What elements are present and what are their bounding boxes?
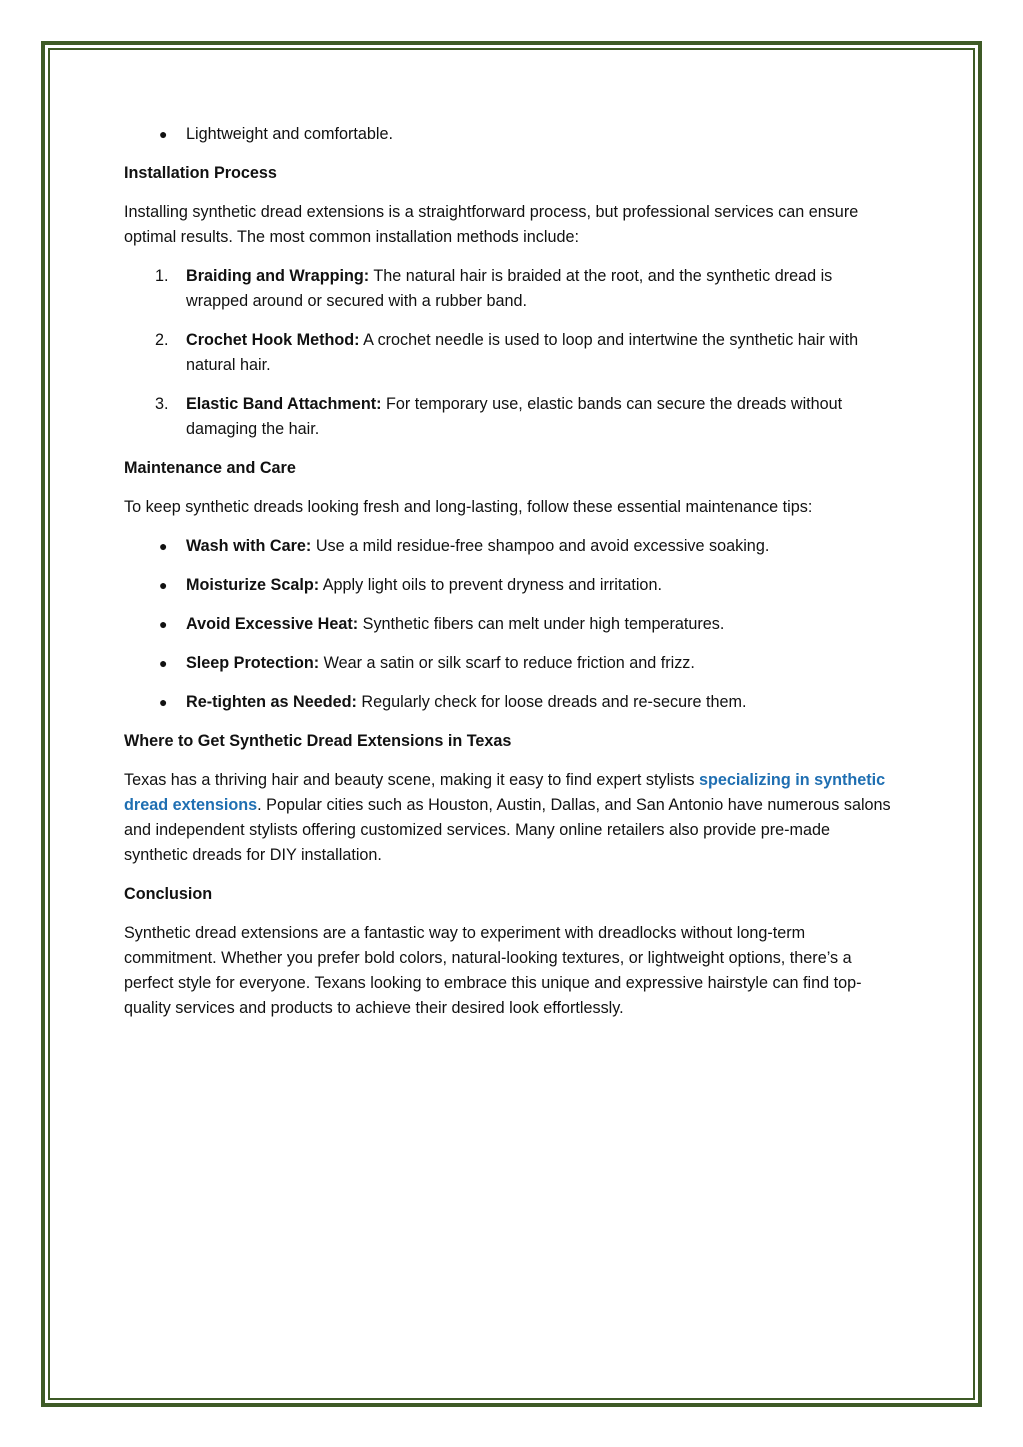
bullet-icon: ●: [159, 126, 168, 142]
where-text-after: . Popular cities such as Houston, Austin, Dallas, and San Antonio have numerous salons and independent stylists offering customized services. Many online retailers also provide pre-made synthetic dreads for DIY installation.: [124, 796, 891, 864]
conclusion-heading: Conclusion: [124, 885, 213, 903]
step-lead: Braiding and Wrapping:: [186, 267, 370, 285]
tip-text: Regularly check for loose dreads and re-secure them.: [356, 693, 747, 711]
conclusion-paragraph: Synthetic dread extensions are a fantastic way to experiment with dreadlocks without long-term commitment. Whether you prefer bold colors, natural-looking textures, or lightweight options, there’s a perfect style for everyone. Texans looking to embrace this unique and expressive hairstyle can find top-quality services and products to achieve their desired look effortlessly.: [124, 924, 862, 1017]
list-item: [124, 651, 894, 676]
where-heading: Where to Get Synthetic Dread Extensions in Texas: [124, 732, 512, 750]
installation-steps: [124, 264, 894, 442]
bullet-icon: ●: [159, 577, 168, 593]
installation-heading: Installation Process: [124, 164, 277, 182]
list-item: [124, 392, 894, 442]
step-lead: Crochet Hook Method:: [186, 331, 360, 349]
where-paragraph: [124, 768, 894, 868]
tip-text: Wear a satin or silk scarf to reduce friction and frizz.: [319, 654, 695, 672]
bullet-icon: ●: [159, 616, 168, 632]
tip-lead: Sleep Protection:: [186, 654, 320, 672]
tip-lead: Wash with Care:: [186, 537, 312, 555]
list-item: [124, 328, 894, 378]
step-text: The natural hair is braided at the root, and the synthetic dread is wrapped around or secured with a rubber band.: [186, 267, 833, 310]
step-number: 1.: [155, 267, 169, 285]
list-item: [124, 690, 894, 715]
list-item: [124, 573, 894, 598]
step-number: 3.: [155, 395, 169, 413]
step-text: A crochet needle is used to loop and intertwine the synthetic hair with natural hair.: [186, 331, 859, 374]
top-bullet-list: [124, 122, 894, 147]
list-item: [124, 122, 894, 147]
bullet-icon: ●: [159, 694, 168, 710]
maintenance-tips: [124, 534, 894, 715]
list-item: [124, 264, 894, 314]
maintenance-intro: To keep synthetic dreads looking fresh and long-lasting, follow these essential maintenance tips:: [124, 498, 813, 516]
tip-lead: Avoid Excessive Heat:: [186, 615, 359, 633]
document-body: [124, 122, 894, 1035]
installation-intro: Installing synthetic dread extensions is a straightforward process, but professional services can ensure optimal results. The most common installation methods include:: [124, 203, 859, 246]
where-text-before: Texas has a thriving hair and beauty scene, making it easy to find expert stylists: [124, 771, 699, 789]
tip-text: Use a mild residue-free shampoo and avoid excessive soaking.: [311, 537, 770, 555]
bullet-icon: ●: [159, 655, 168, 671]
bullet-icon: ●: [159, 538, 168, 554]
list-item-text: Lightweight and comfortable.: [186, 125, 393, 143]
synthetic-dread-link[interactable]: specializing in synthetic dread extensions: [124, 771, 886, 814]
tip-lead: Re-tighten as Needed:: [186, 693, 357, 711]
step-number: 2.: [155, 331, 169, 349]
tip-text: Apply light oils to prevent dryness and irritation.: [319, 576, 662, 594]
list-item: [124, 534, 894, 559]
maintenance-heading: Maintenance and Care: [124, 459, 296, 477]
step-text: For temporary use, elastic bands can secure the dreads without damaging the hair.: [186, 395, 843, 438]
list-item: [124, 612, 894, 637]
tip-lead: Moisturize Scalp:: [186, 576, 320, 594]
step-lead: Elastic Band Attachment:: [186, 395, 382, 413]
tip-text: Synthetic fibers can melt under high temperatures.: [358, 615, 725, 633]
